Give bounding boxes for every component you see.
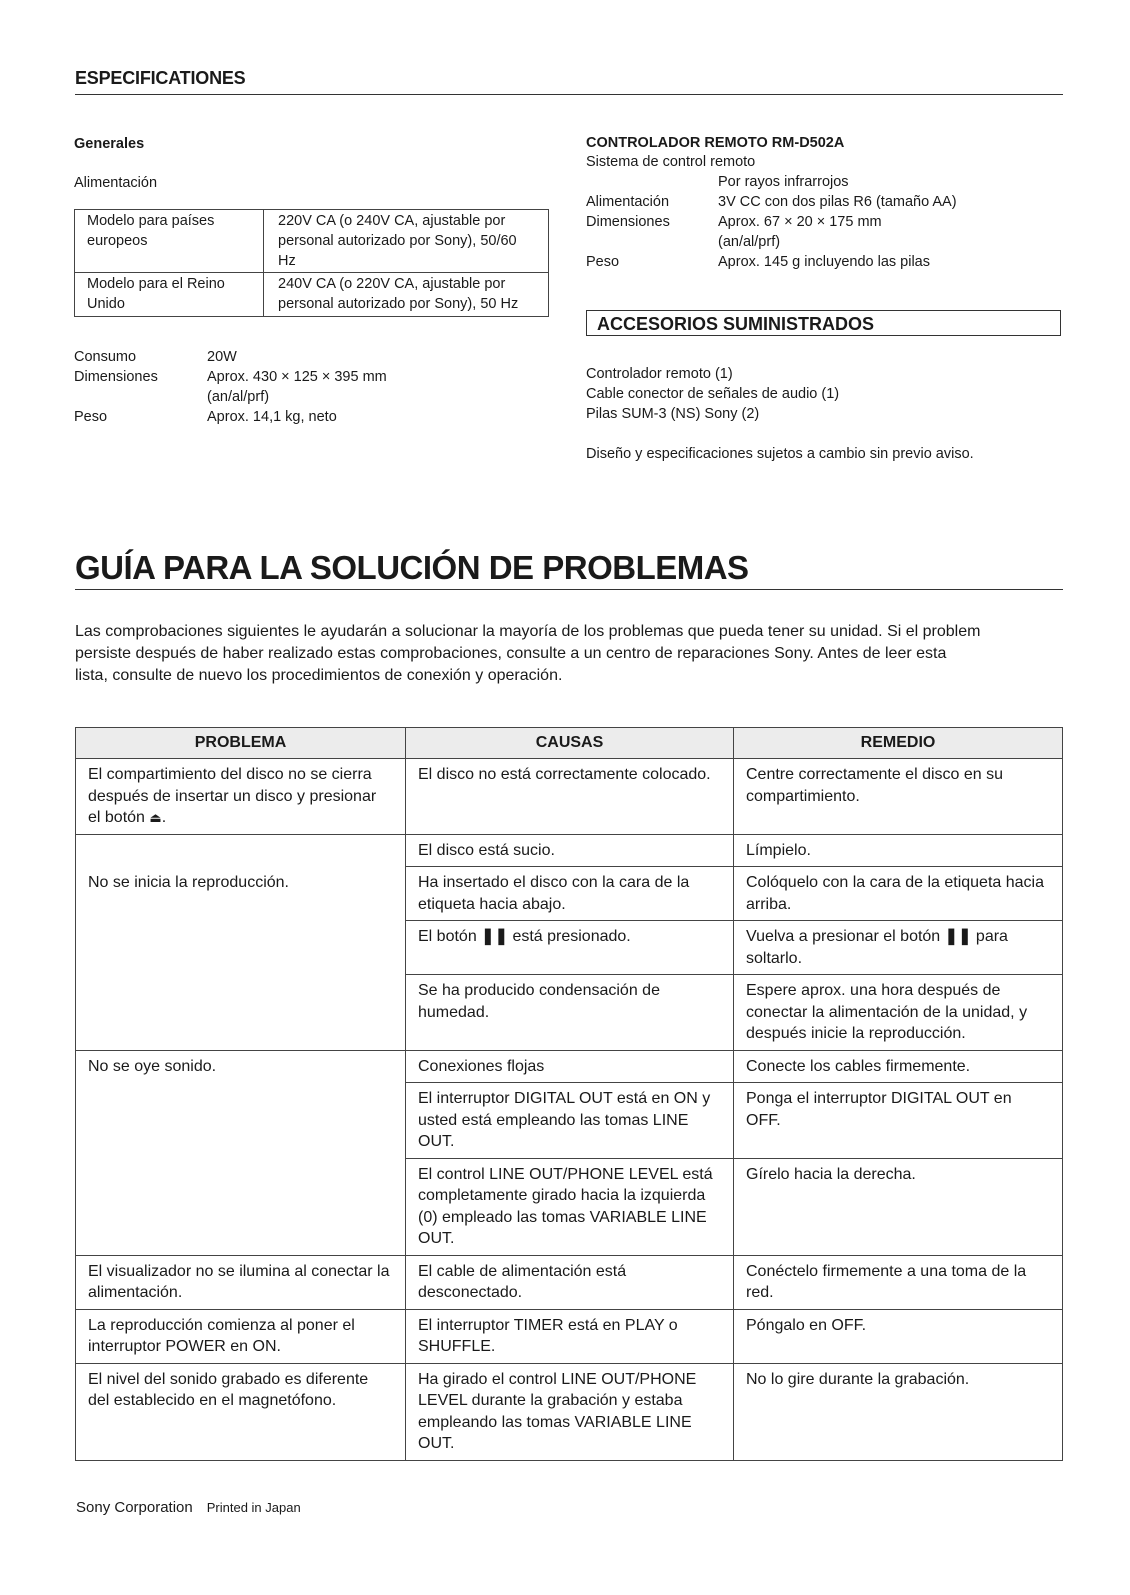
guide-title: GUÍA PARA LA SOLUCIÓN DE PROBLEMAS [75,549,749,586]
remedio-cell: Límpielo. [734,834,1063,867]
header-causas: CAUSAS [406,728,734,759]
causa-cell: El cable de alimentación está desconectado. [406,1255,734,1309]
dimensiones-unit: (an/al/prf) [207,389,270,405]
table-row [75,210,549,273]
header-problema: PROBLEMA [76,728,406,759]
footer-company: Sony Corporation [76,1499,193,1516]
table-row [76,1363,1063,1460]
accesorios-note: Diseño y especificaciones sujetos a cambio sin previo aviso. [586,446,974,462]
causa-text: El botón [418,928,477,945]
eject-icon: ⏏ [149,810,162,825]
causa-cell: El disco está sucio. [406,834,734,867]
causa-cell: Conexiones flojas [406,1050,734,1083]
model-cell [75,210,264,273]
causa-cell: Ha girado el control LINE OUT/PHONE LEVEL durante la grabación y estaba empleando las tomas VARIABLE LINE OUT. [406,1363,734,1460]
consumo-value: 20W [207,349,237,365]
remote-alimentacion-value: 3V CC con dos pilas R6 (tamaño AA) [718,194,957,210]
problema-cell: No se oye sonido. [76,1050,406,1255]
remedio-cell: Conecte los cables firmemente. [734,1050,1063,1083]
problema-text: No se inicia la reproducción. [88,873,289,891]
header-remedio: REMEDIO [734,728,1063,759]
footer [76,1499,301,1516]
accesorio-item: Cable conector de señales de audio (1) [586,386,840,402]
model-cell [75,273,264,317]
remote-sistema-label: Sistema de control remoto [586,154,756,170]
remedio-cell: Conéctelo firmemente a una toma de la red. [734,1255,1063,1309]
model-line: europeos [87,233,148,249]
problema-suffix: . [161,809,167,826]
problema-cell: El visualizador no se ilumina al conectar la alimentación. [76,1255,406,1309]
causa-cell: Se ha producido condensación de humedad. [406,975,734,1051]
model-line: Unido [87,296,125,312]
table-header-row [76,728,1063,759]
remedio-cell: Centre correctamente el disco en su compartimiento. [734,759,1063,835]
guide-rule [75,589,1063,590]
table-row [75,273,549,317]
value-cell [264,210,549,273]
causa-cell: El control LINE OUT/PHONE LEVEL está completamente girado hacia la izquierda (0) empleado las tomas VARIABLE LINE OUT. [406,1158,734,1255]
pause-icon: ❚❚ [481,928,508,945]
table-row [76,759,1063,835]
remote-dimensiones-label: Dimensiones [586,214,670,230]
value-line: personal autorizado por Sony), 50/60 [278,233,517,249]
value-line: 240V CA (o 220V CA, ajustable por [278,276,506,292]
model-line: Modelo para el Reino [87,276,225,292]
causa-cell: El interruptor TIMER está en PLAY o SHUFFLE. [406,1309,734,1363]
causa-cell: El disco no está correctamente colocado. [406,759,734,835]
remedio-cell: Espere aprox. una hora después de conectar la alimentación de la unidad, y después inicie la reproducción. [734,975,1063,1051]
alimentacion-table [74,209,549,317]
remote-peso-label: Peso [586,254,620,270]
remedio-cell: No lo gire durante la grabación. [734,1363,1063,1460]
remote-alimentacion-label: Alimentación [586,194,670,210]
problema-cell: La reproducción comienza al poner el interruptor POWER en ON. [76,1309,406,1363]
causa-cell [406,921,734,975]
remedio-text: para soltarlo. [746,928,1008,967]
remedio-cell [734,921,1063,975]
peso-label: Peso [74,409,108,425]
remote-heading: CONTROLADOR REMOTO RM-D502A [586,135,845,151]
dimensiones-value: Aprox. 430 × 125 × 395 mm [207,369,387,385]
intro-line: Las comprobaciones siguientes le ayudarán a solucionar la mayoría de los problemas que pueda tener su unidad. Si el problem [75,623,981,640]
guide-intro [75,621,1065,687]
remedio-cell: Póngalo en OFF. [734,1309,1063,1363]
consumo-label: Consumo [74,349,137,365]
intro-line: lista, consulte de nuevo los procedimientos de conexión y operación. [75,667,563,684]
table-row [76,1255,1063,1309]
model-line: Modelo para países [87,213,215,229]
remedio-cell: Ponga el interruptor DIGITAL OUT en OFF. [734,1083,1063,1159]
table-row [76,1050,1063,1083]
accesorios-title: ACCESORIOS SUMINISTRADOS [586,310,1061,336]
value-line: Hz [278,253,296,269]
generales-heading: Generales [74,136,145,152]
accesorio-item: Controlador remoto (1) [586,366,733,382]
problema-cell [76,759,406,835]
remedio-text: Vuelva a presionar el botón [746,928,941,945]
remote-dimensiones-unit: (an/al/prf) [718,234,781,250]
table-row [76,1309,1063,1363]
causa-cell: Ha insertado el disco con la cara de la etiqueta hacia abajo. [406,867,734,921]
value-cell [264,273,549,317]
table-row [76,834,1063,867]
remote-dimensiones-value: Aprox. 67 × 20 × 175 mm [718,214,882,230]
troubleshooting-table [75,727,1063,1461]
value-line: personal autorizado por Sony), 50 Hz [278,296,519,312]
remote-sistema-value: Por rayos infrarrojos [718,174,849,190]
problema-cell: El nivel del sonido grabado es diferente del establecido en el magnetófono. [76,1363,406,1460]
intro-line: persiste después de haber realizado estas comprobaciones, consulte a un centro de reparaciones Sony. Antes de leer esta [75,645,947,662]
causa-cell: El interruptor DIGITAL OUT está en ON y usted está empleando las tomas LINE OUT. [406,1083,734,1159]
dimensiones-label: Dimensiones [74,369,158,385]
peso-value: Aprox. 14,1 kg, neto [207,409,337,425]
remote-peso-value: Aprox. 145 g incluyendo las pilas [718,254,930,270]
remedio-cell: Gírelo hacia la derecha. [734,1158,1063,1255]
section-rule [75,94,1063,95]
problema-text: El compartimiento del disco no se cierra después de insertar un disco y presionar el botón [88,766,377,826]
section-title-specs: ESPECIFICATIONES [75,68,246,88]
accesorio-item: Pilas SUM-3 (NS) Sony (2) [586,406,760,422]
footer-printed: Printed in Japan [206,1500,301,1515]
causa-text: está presionado. [512,928,631,945]
remedio-cell: Colóquelo con la cara de la etiqueta hacia arriba. [734,867,1063,921]
value-line: 220V CA (o 240V CA, ajustable por [278,213,506,229]
pause-icon: ❚❚ [944,928,972,945]
problema-cell [76,834,406,1050]
alimentacion-label: Alimentación [74,175,158,191]
